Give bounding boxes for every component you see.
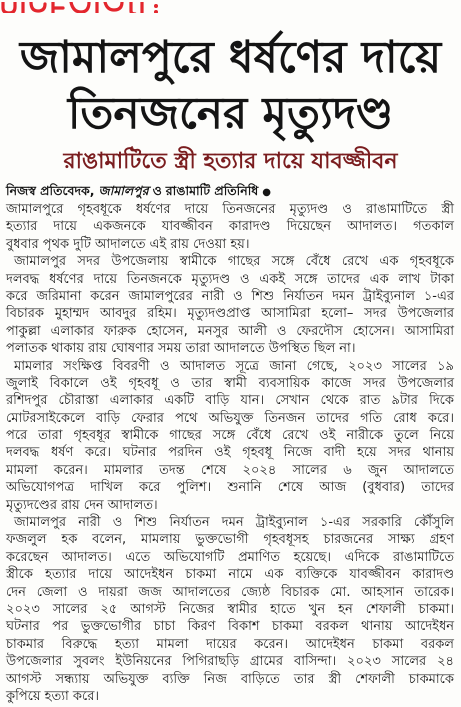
masthead-logo-fragment (0, 0, 175, 13)
article-paragraph (6, 358, 454, 515)
article-paragraph (6, 253, 454, 357)
body-line: দলবদ্ধ ধর্ষণের দায়ে তিনজনকে মৃত্যুদণ্ড ও একই সঙ্গে তাদের এক লাখ টাকা (6, 271, 454, 287)
body-line: দলবদ্ধ ধর্ষণ করে। ঘটনার পরদিন ওই গৃহবধূ নিজে বাদী হয়ে সদর থানায় (6, 445, 454, 461)
byline-correspondent: রাঙামাটি প্রতিনিধি (165, 183, 259, 198)
body-line: করেছেন আদালত। এতে অভিযোগটি প্রমাণিত হয়েছে। এদিকে রাঙামাটিতে (6, 549, 454, 565)
byline-conjunction: ও (152, 183, 162, 198)
body-line: জামালপুরে গৃহবধূকে ধর্ষণের দায়ে তিনজনের মৃত্যুদণ্ড ও রাঙামাটিতে স্ত্রী (6, 202, 454, 217)
body-line: করে জরিমানা করেন জামালপুরের নারী ও শিশু নির্যাতন দমন ট্রাইব্যুনাল ১-এর (6, 288, 454, 304)
byline-reporter: নিজস্ব প্রতিবেদক, (6, 183, 95, 198)
body-line: ফজলুল হক বলেন, মামলায় ভুক্তভোগী গৃহবধূসহ চারজনের সাক্ষ্য গ্রহণ (6, 532, 454, 548)
body-line: দেন জেলা ও দায়রা জজ আদালতের জ্যেষ্ঠ বিচারক মো. আহসান তারেক। (6, 584, 454, 600)
body-line: বুধবার পৃথক দুটি আদালতে এই রায় দেওয়া হয়। (6, 236, 250, 252)
byline (6, 182, 454, 200)
body-line: পলাতক থাকায় রায় ঘোষণার সময় তারা আদালতে উপস্থিত ছিল না। (6, 341, 356, 357)
subheadline: রাঙামাটিতে স্ত্রী হত্যার দায়ে যাবজ্জীবন (63, 149, 398, 174)
body-line: জুলাই বিকালে ওই গৃহবধূ ও তার স্বামী ব্যবসায়িক কাজে সদর উপজেলার (6, 375, 454, 391)
headline-line: তিনজনের মৃত্যুদণ্ড (67, 88, 394, 139)
body-line: পাকুল্লা এলাকার ফারুক হোসেন, মনসুর আলী ও ফেরদৌস হোসেন। আসামিরা (6, 323, 454, 339)
headline-line: জামালপুরে ধর্ষণের দায়ে (19, 32, 442, 83)
body-line: কুপিয়ে হত্যা করে। (6, 688, 100, 704)
body-line: পরে তারা গৃহবধূর স্বামীকে গাছের সঙ্গে বেঁধে রেখে ওই নারীকে তুলে নিয়ে (6, 428, 454, 444)
body-line: জামালপুর নারী ও শিশু নির্যাতন দমন ট্রাইব্যুনাল ১-এর সরকারি কৌঁসুলি (14, 515, 454, 531)
body-line: মামলার সংক্ষিপ্ত বিবরণী ও আদালত সূত্রে জানা গেছে, ২০২৩ সালের ১৯ (14, 358, 454, 374)
body-line: মোটরসাইকেলে বাড়ি ফেরার পথে অভিযুক্ত তিনজন তাদের গতি রোধ করে। (6, 410, 454, 426)
body-line: আগস্ট সন্ধ্যায় অভিযুক্ত ব্যক্তি নিজ বাড়িতে তার স্ত্রী শেফালী চাকমাকে (6, 671, 454, 687)
body-line: ২০২৩ সালের ২৫ আগস্ট নিজের স্বামীর হাতে খুন হন শেফালী চাকমা। (6, 601, 454, 617)
article-body (6, 201, 454, 705)
body-line: হত্যার দায়ে একজনকে যাবজ্জীবন কারাদণ্ড দিয়েছেন আদালত। গতকাল (6, 219, 454, 235)
headline (4, 30, 457, 142)
body-line: বিচারক মুহাম্মদ আবদুর রহিম। মৃত্যুদণ্ডপ্রাপ্ত আসামিরা হলো– সদর উপজেলার (6, 306, 454, 322)
body-line: উপজেলার সুবলং ইউনিয়নের পিগিরাছড়ি গ্রামের বাসিন্দা। ২০২৩ সালের ২৪ (6, 654, 454, 670)
body-line: মামলা করেন। মামলার তদন্ত শেষে ২০২৪ সালের ৬ জুন আদালতে (6, 462, 454, 478)
body-line: জামালপুর সদর উপজেলায় স্বামীকে গাছের সঙ্গে বেঁধে রেখে এক গৃহবধূকে (14, 254, 454, 270)
byline-bullet: ● (262, 187, 272, 198)
byline-location: জামালপুর (98, 183, 149, 198)
body-line: রশিদপুর চৌরাস্তা এলাকার একটি বাড়ি যান। সেখান থেকে রাত ৯টার দিকে (6, 393, 454, 409)
article-paragraph (6, 201, 454, 253)
body-line: মৃত্যুদণ্ডের রায় দেন আদালত। (6, 497, 158, 513)
article-paragraph (6, 514, 454, 705)
body-line: অভিযোগপত্র দাখিল করে পুলিশ। শুনানি শেষে আজ (বুধবার) তাদের (6, 480, 454, 496)
body-line: চাকমার বিরুদ্ধে হত্যা মামলা দায়ের করেন। আদেইধন চাকমা বরকল (6, 636, 454, 652)
masthead-logo-icon (0, 2, 175, 13)
body-line: ঘটনার পর ভুক্তভোগীর চাচা কিরণ বিকাশ চাকমা বরকল থানায় আদেইধন (6, 619, 454, 635)
body-line: স্ত্রীকে হত্যার দায়ে আদেইধন চাকমা নামে এক ব্যক্তিকে যাবজ্জীবন কারাদণ্ড (6, 567, 454, 583)
